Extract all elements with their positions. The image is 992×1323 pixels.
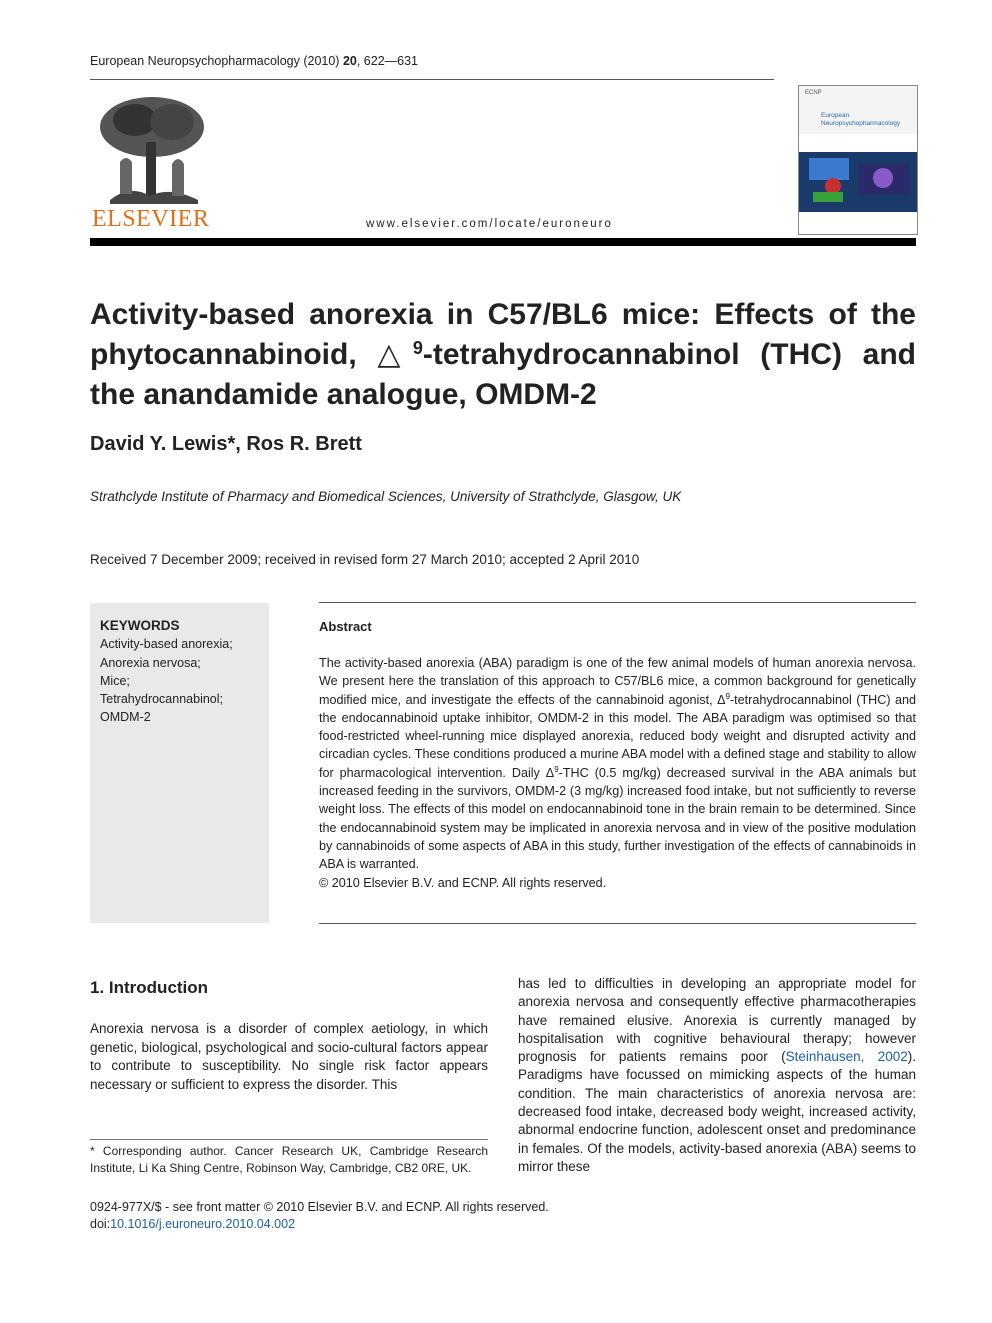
abstract-copyright: © 2010 Elsevier B.V. and ECNP. All rights reserved. (319, 875, 607, 890)
authors: David Y. Lewis*, Ros R. Brett (90, 433, 362, 455)
publisher-name: ELSEVIER (92, 206, 210, 232)
article-history: Received 7 December 2009; received in revised form 27 March 2010; accepted 2 April 2010 (90, 552, 640, 567)
abstract-text-2: -tetrahydrocannabinol (THC) and the endocannabinoid uptake inhibitor, OMDM-2 in this model. The ABA paradigm was optimised so that food-restricted wheel-running mice displayed anorexia, reduced body weight and disrupted activity and circadian cycles. These conditions produced a murine ABA model with a defined stage and stability to allow for pharmacological intervention. Daily Δ (319, 692, 917, 780)
abstract-superscript: 9 (554, 764, 559, 774)
title-text-2: -tetrahydrocannabinol (THC) and the anandamide analogue, OMDM-2 (90, 338, 916, 411)
abstract-superscript: 9 (725, 691, 730, 701)
citation-link[interactable]: Steinhausen, 2002 (785, 1049, 908, 1065)
journal-reference (90, 54, 418, 68)
article-title (90, 295, 916, 415)
issn-line: 0924-977X/$ - see front matter © 2010 Elsevier B.V. and ECNP. All rights reserved. (90, 1200, 549, 1214)
corresponding-author-footnote: * Corresponding author. Cancer Research UK, Cambridge Research Institute, Li Ka Shing Centre, Robinson Way, Cambridge, CB2 0RE, UK. (90, 1144, 488, 1175)
intro-left-column: Anorexia nervosa is a disorder of complex aetiology, in which genetic, biological, psychological and socio-cultural factors appear to contribute to susceptibility. No single risk factor appears necessary or sufficient to express the disorder. This (90, 1021, 488, 1092)
header-rule (90, 79, 774, 80)
abstract-body (319, 654, 916, 892)
keyword-item: Activity-based anorexia; (100, 637, 233, 652)
keywords-heading: KEYWORDS (100, 618, 180, 633)
keyword-item: Anorexia nervosa; (100, 655, 201, 670)
journal-volume: 20 (342, 54, 357, 68)
abstract-top-rule (319, 602, 916, 603)
front-matter (90, 1199, 549, 1233)
title-superscript: 9 (412, 338, 423, 358)
title-text-1: Activity-based anorexia in C57/BL6 mice: Effects of the phytocannabinoid, △ (90, 298, 916, 371)
doi-label: doi: (90, 1217, 111, 1231)
cover-artwork (799, 134, 917, 234)
cover-title: European Neuropsychopharmacology (821, 112, 901, 127)
header-thick-rule (90, 238, 916, 246)
footnote-rule (90, 1139, 488, 1140)
keyword-item: Mice; (100, 673, 130, 688)
journal-url-link[interactable]: www.elsevier.com/locate/euroneuro (366, 218, 613, 230)
doi-link[interactable]: 10.1016/j.euroneuro.2010.04.002 (110, 1217, 296, 1231)
doi-line (90, 1216, 549, 1233)
abstract-text-1: The activity-based anorexia (ABA) paradigm is one of the few animal models of human anorexia nervosa. We present here the translation of this approach to C57/BL6 mice, a common background for genetically modified mice, and investigate the effects of the cannabinoid agonist, Δ (319, 656, 916, 707)
keyword-item: Tetrahydrocannabinol; (100, 692, 223, 707)
intro-right-column (518, 975, 916, 1176)
journal-cover-thumbnail (798, 85, 918, 235)
abstract-text-3: -THC (0.5 mg/kg) decreased survival in the ABA animals but increased feeding in the survivors, OMDM-2 (3 mg/kg) increased food intake, but not sufficiently to reverse weight loss. The effects of this model on endocannabinoid tone in the brain remain to be determined. Since the endocannabinoid system may be implicated in anorexia nervosa and in view of the positive modulation by cannabinoids of some aspects of ABA in this study, further investigation of the effects of cannabinoids in ABA is warranted. (319, 765, 916, 872)
keyword-item: OMDM-2 (100, 710, 151, 725)
abstract-bottom-rule (319, 923, 916, 924)
affiliation: Strathclyde Institute of Pharmacy and Biomedical Sciences, University of Strathclyde, Glasgow, UK (90, 489, 682, 504)
section-heading-introduction: 1. Introduction (90, 978, 209, 997)
journal-pages: , 622—631 (356, 54, 419, 68)
intro-right-text-a: has led to difficulties in developing an appropriate model for anorexia nervosa and consequently effective pharmacotherapies have remained elusive. Anorexia is currently managed by hospitalisation with cognitive behavioural therapy; however prognosis for patients remains poor ( (518, 976, 916, 1065)
intro-right-text-b: ). Paradigms have focussed on mimicking aspects of the human condition. The main characteristics of anorexia nervosa are: decreased food intake, decreased body weight, increased activity, abnormal endocrine function, adolescent onset and predominance in females. Of the models, activity-based anorexia (ABA) seems to mirror these (518, 1049, 916, 1174)
abstract-heading: Abstract (319, 619, 372, 634)
journal-name: European Neuropsychopharmacology (2010) (90, 54, 343, 68)
keywords-box (90, 603, 269, 923)
cover-logo: ECNP (805, 90, 822, 96)
